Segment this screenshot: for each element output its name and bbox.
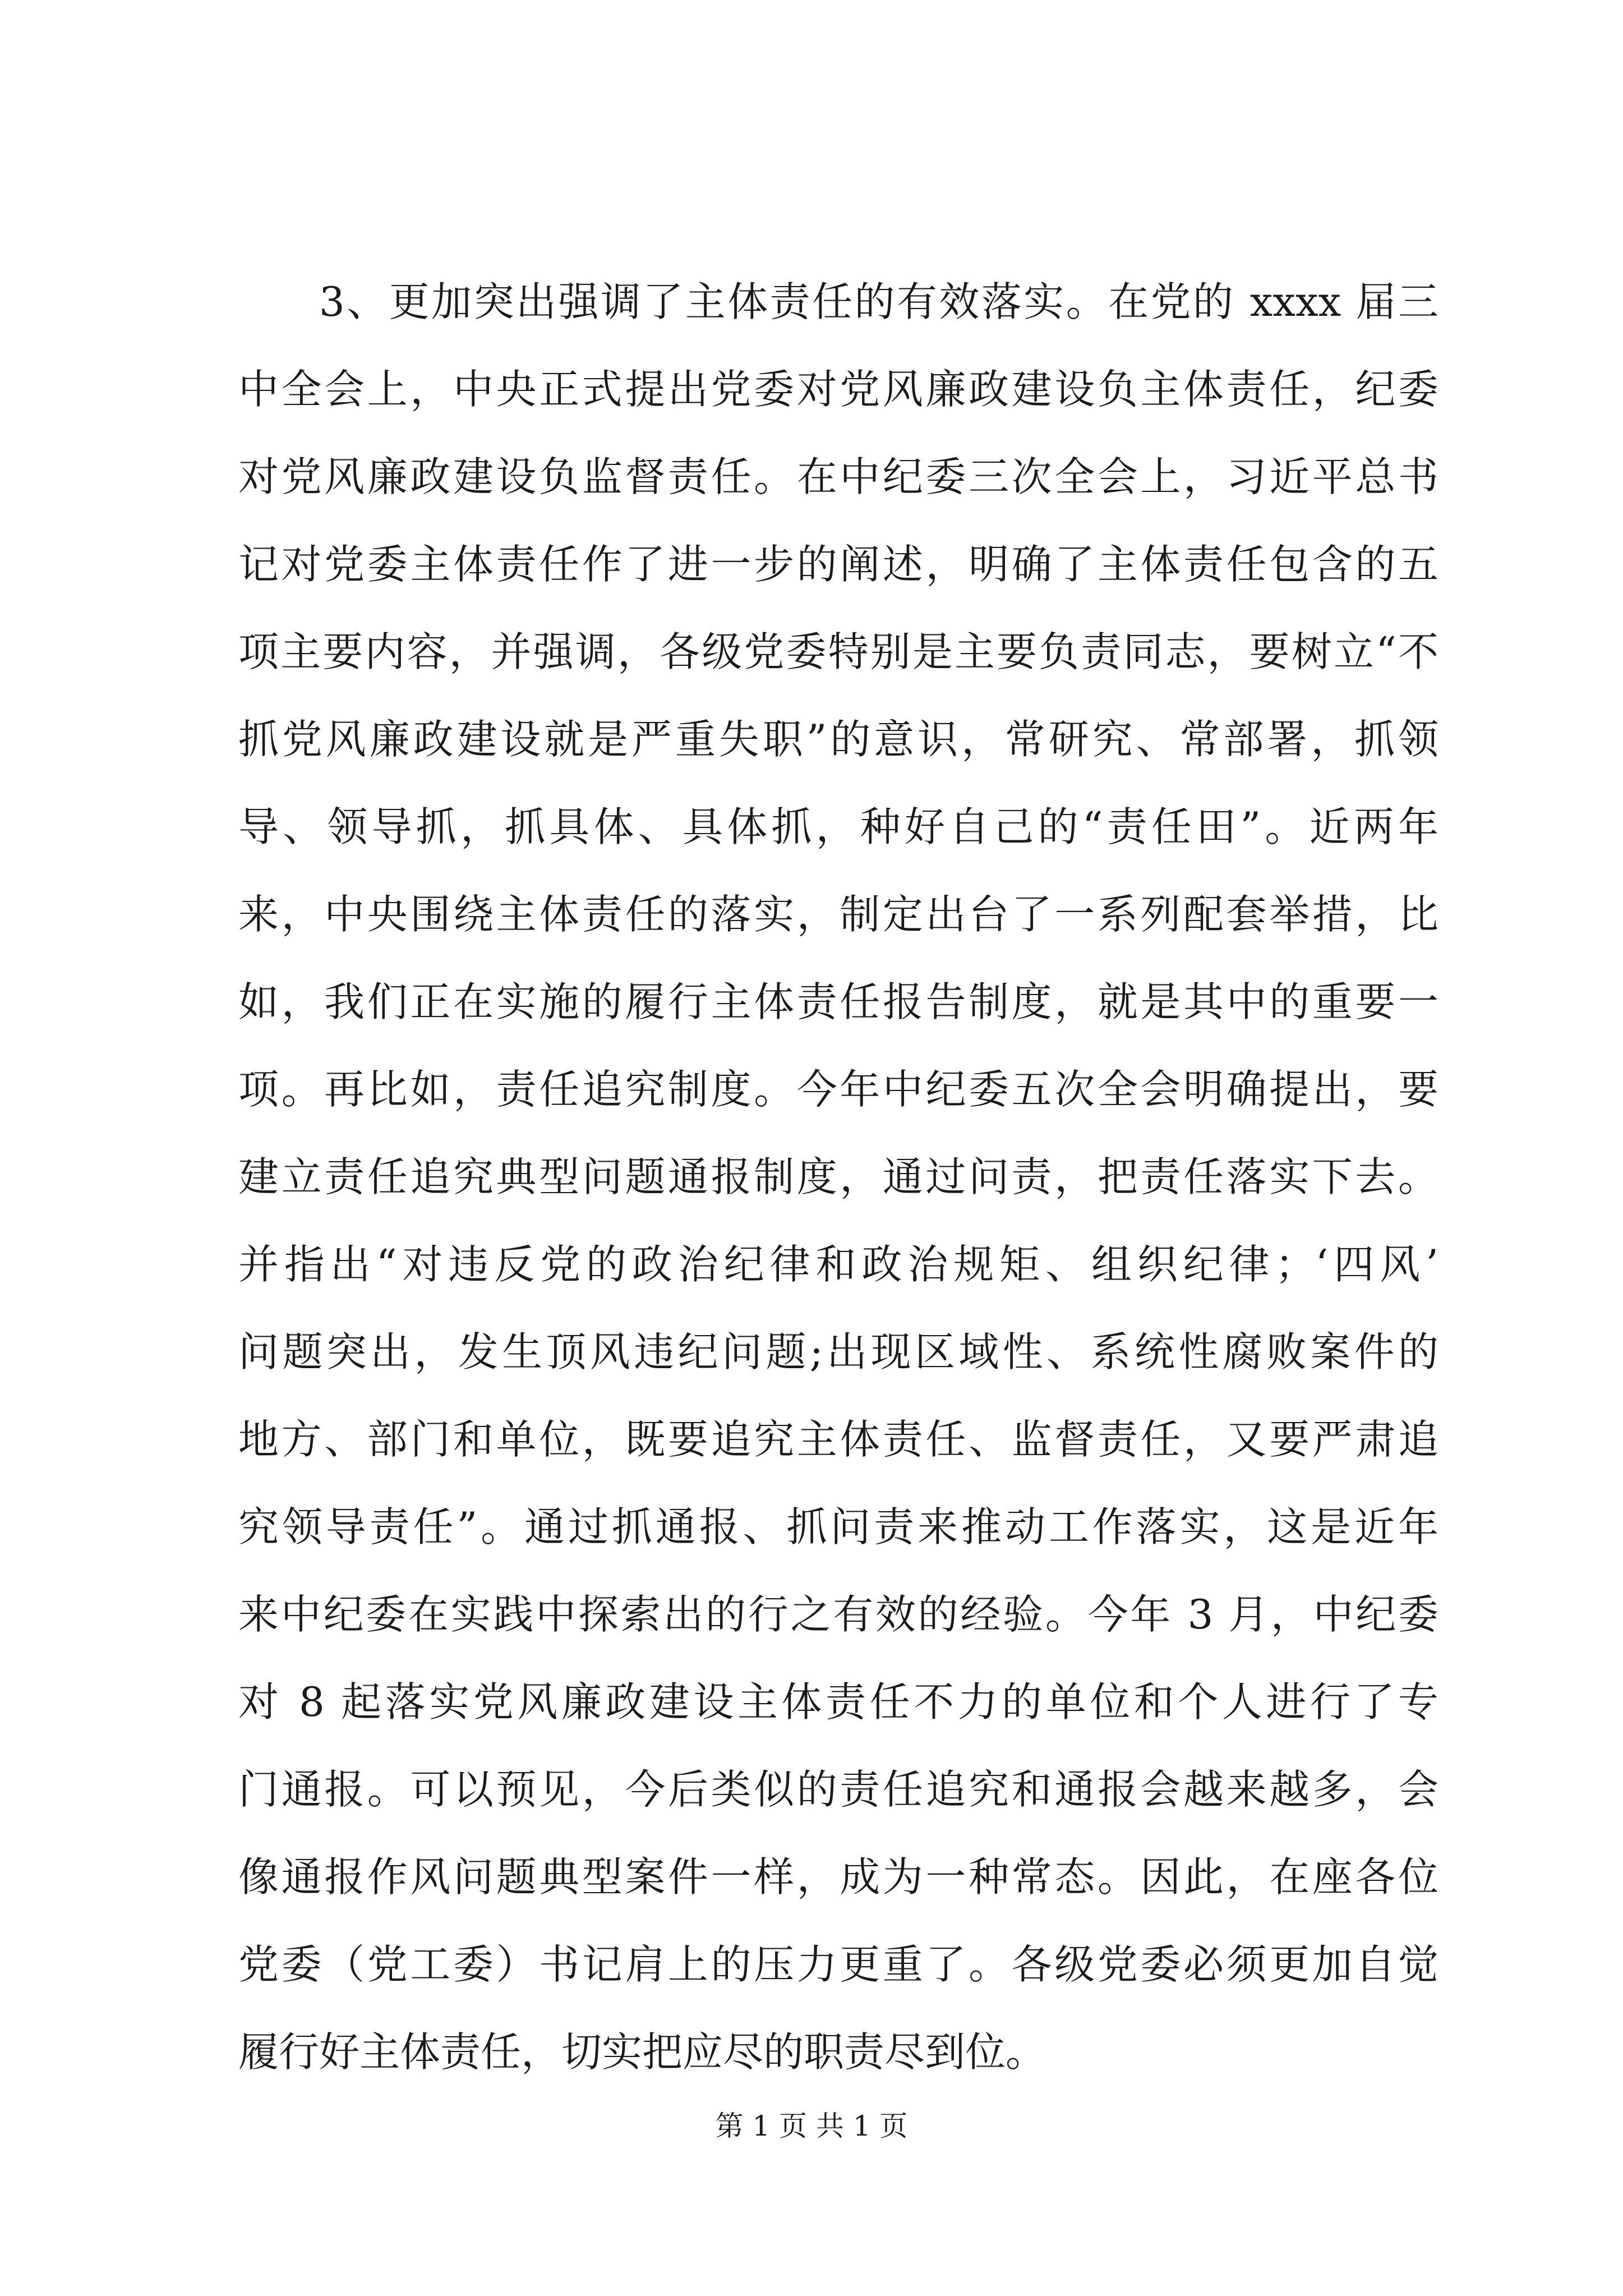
paragraph-line: 地方、部门和单位，既要追究主体责任、监督责任，又要严肃追: [238, 1416, 1438, 1463]
paragraph-line: 来中纪委在实践中探索出的行之有效的经验。今年 3 月，中纪委: [238, 1591, 1438, 1638]
paragraph-line: 问题突出，发生顶风违纪问题;出现区域性、系统性腐败案件的: [238, 1328, 1438, 1375]
paragraph-line: 来，中央围绕主体责任的落实，制定出台了一系列配套举措，比: [238, 891, 1438, 938]
paragraph-line: 对党风廉政建设负监督责任。在中纪委三次全会上，习近平总书: [238, 453, 1438, 500]
page-number-footer: 第 1 页 共 1 页: [715, 2110, 908, 2142]
paragraph-line: 履行好主体责任，切实把应尽的职责尽到位。: [238, 2028, 1046, 2076]
paragraph-line: 导、领导抓，抓具体、具体抓，种好自己的“责任田”。近两年: [238, 803, 1438, 850]
paragraph-line: 对 8 起落实党风廉政建设主体责任不力的单位和个人进行了专: [238, 1678, 1438, 1726]
paragraph-line: 中全会上，中央正式提出党委对党风廉政建设负主体责任，纪委: [238, 366, 1438, 413]
paragraph-line: 究领导责任”。通过抓通报、抓问责来推动工作落实，这是近年: [238, 1503, 1438, 1550]
paragraph-line: 像通报作风问题典型案件一样，成为一种常态。因此，在座各位: [238, 1853, 1438, 1901]
body-paragraph: [238, 258, 1438, 2096]
paragraph-line: 如，我们正在实施的履行主体责任报告制度，就是其中的重要一: [238, 978, 1438, 1025]
paragraph-line: 3、更加突出强调了主体责任的有效落实。在党的 xxxx 届三: [319, 278, 1438, 325]
paragraph-line: 党委（党工委）书记肩上的压力更重了。各级党委必须更加自觉: [238, 1941, 1438, 1988]
paragraph-line: 项主要内容，并强调，各级党委特别是主要负责同志，要树立“不: [238, 628, 1438, 675]
paragraph-line: 门通报。可以预见，今后类似的责任追究和通报会越来越多，会: [238, 1766, 1438, 1813]
paragraph-line: 建立责任追究典型问题通报制度，通过问责，把责任落实下去。: [238, 1153, 1438, 1200]
paragraph-line: 记对党委主体责任作了进一步的阐述，明确了主体责任包含的五: [238, 541, 1438, 588]
paragraph-line: 项。再比如，责任追究制度。今年中纪委五次全会明确提出，要: [238, 1066, 1438, 1113]
paragraph-line: 抓党风廉政建设就是严重失职”的意识，常研究、常部署，抓领: [238, 716, 1438, 763]
paragraph-line: 并指出“对违反党的政治纪律和政治规矩、组织纪律；‘四风’: [238, 1241, 1438, 1288]
